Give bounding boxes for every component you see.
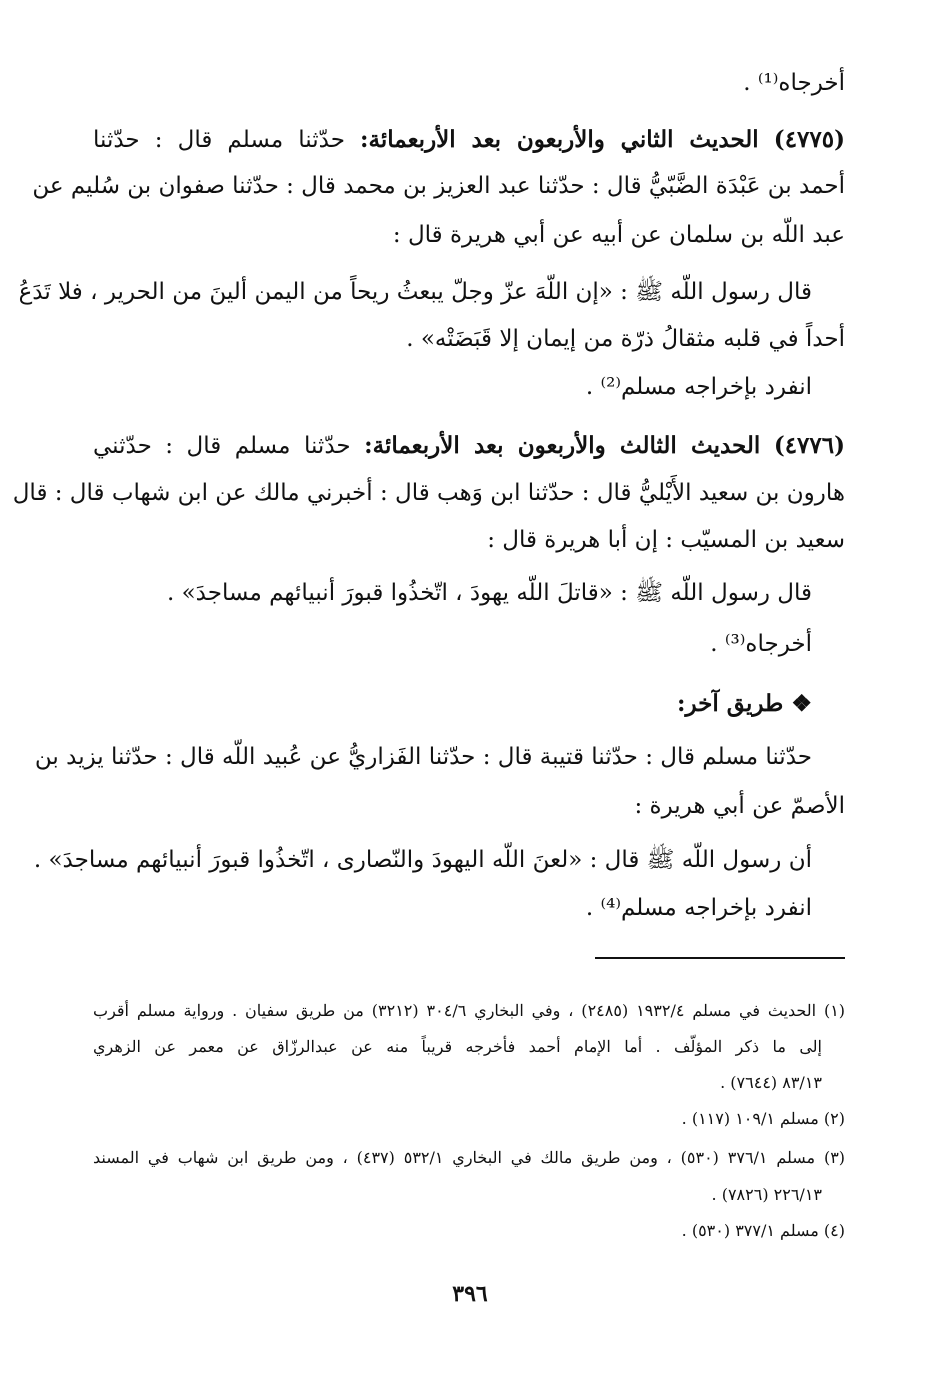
hadith-matn: أن رسول اللّه ﷺ قال : «لعنَ اللّه اليهودَ والنّصارى ، اتّخذُوا قبورَ أنبيائهم مساجدَ» . bbox=[33, 847, 812, 873]
takhrij-line: أخرجاه⁽³⁾ . bbox=[710, 631, 812, 657]
footnote-1-continued: إلى ما ذكر المؤلّف . أما الإمام أحمد فأخرجه قريباً منه عن عبدالرزّاق عن معمر عن الزهري bbox=[93, 1037, 822, 1056]
footnote-1-continued: ٨٣/١٣ (٧٦٤٤) . bbox=[720, 1073, 822, 1092]
footnote-separator bbox=[595, 957, 845, 959]
footnote-1: (١) الحديث في مسلم ١٩٣٢/٤ (٢٤٨٥) ، وفي البخاري ٣٠٤/٦ (٣٢١٢) من طريق سفيان . ورواية مسلم أقرب bbox=[93, 1001, 846, 1020]
isnad-text: حدّثنا مسلم قال : حدّثنا bbox=[93, 127, 345, 153]
text-line: هارون بن سعيد الأَيْليُّ قال : حدّثنا ابن وَهب قال : أخبرني مالك عن ابن شهاب قال : قال bbox=[12, 480, 845, 506]
hadith-matn: أحداً في قلبه مثقالُ ذرّة من إيمان إلا قَبَضَتْه» . bbox=[406, 326, 845, 352]
hadith-heading-4775 bbox=[93, 118, 845, 162]
hadith-number: (٤٧٧٦) bbox=[773, 432, 846, 459]
hadith-title: الحديث الثاني والأربعون بعد الأربعمائة: bbox=[360, 126, 759, 153]
isnad-text: حدّثنا مسلم قال : حدّثني bbox=[93, 433, 351, 459]
footnote-3: (٣) مسلم ٣٧٦/١ (٥٣٠) ، ومن طريق مالك في البخاري ٥٣٢/١ (٤٣٧) ، ومن طريق ابن شهاب في المسند bbox=[93, 1148, 846, 1167]
text-line: أخرجاه⁽¹⁾ . bbox=[743, 70, 845, 96]
text-line: حدّثنا مسلم قال : حدّثنا قتيبة قال : حدّثنا الفَزاريُّ عن عُبيد اللّه قال : حدّثنا يزيد بن bbox=[34, 744, 812, 770]
footnote-2: (٢) مسلم ١٠٩/١ (١١٧) . bbox=[681, 1109, 845, 1128]
page-number: ٣٩٦ bbox=[452, 1281, 488, 1307]
hadith-heading-4776 bbox=[93, 424, 845, 468]
footnote-4: (٤) مسلم ٣٧٧/١ (٥٣٠) . bbox=[681, 1221, 845, 1240]
takhrij-line: انفرد بإخراجه مسلم⁽⁴⁾ . bbox=[585, 895, 812, 921]
takhrij-line: انفرد بإخراجه مسلم⁽²⁾ . bbox=[585, 374, 812, 400]
hadith-matn: قال رسول اللّه ﷺ : «إن اللّهَ عزّ وجلّ يبعثُ ريحاً من اليمن ألينَ من الحرير ، فلا تَدَعُ bbox=[18, 279, 812, 305]
text-line: عبد اللّه بن سلمان عن أبيه عن أبي هريرة قال : bbox=[392, 222, 845, 248]
hadith-matn: قال رسول اللّه ﷺ : «قاتلَ اللّه يهودَ ، اتّخذُوا قبورَ أنبيائهم مساجدَ» . bbox=[166, 580, 812, 606]
hadith-title: الحديث الثالث والأربعون بعد الأربعمائة: bbox=[364, 432, 761, 459]
text-line: سعيد بن المسيّب : إن أبا هريرة قال : bbox=[487, 527, 845, 553]
text-line: الأصمّ عن أبي هريرة : bbox=[634, 793, 845, 819]
sub-heading: ❖ طريق آخر: bbox=[676, 690, 812, 717]
hadith-number: (٤٧٧٥) bbox=[773, 126, 845, 153]
footnote-3-continued: ٢٢٦/١٣ (٧٨٢٦) . bbox=[711, 1185, 822, 1204]
text-line: أحمد بن عَبْدَة الضَّبّيُّ قال : حدّثنا عبد العزيز بن محمد قال : حدّثنا صفوان بن سُليم عن bbox=[32, 173, 845, 199]
